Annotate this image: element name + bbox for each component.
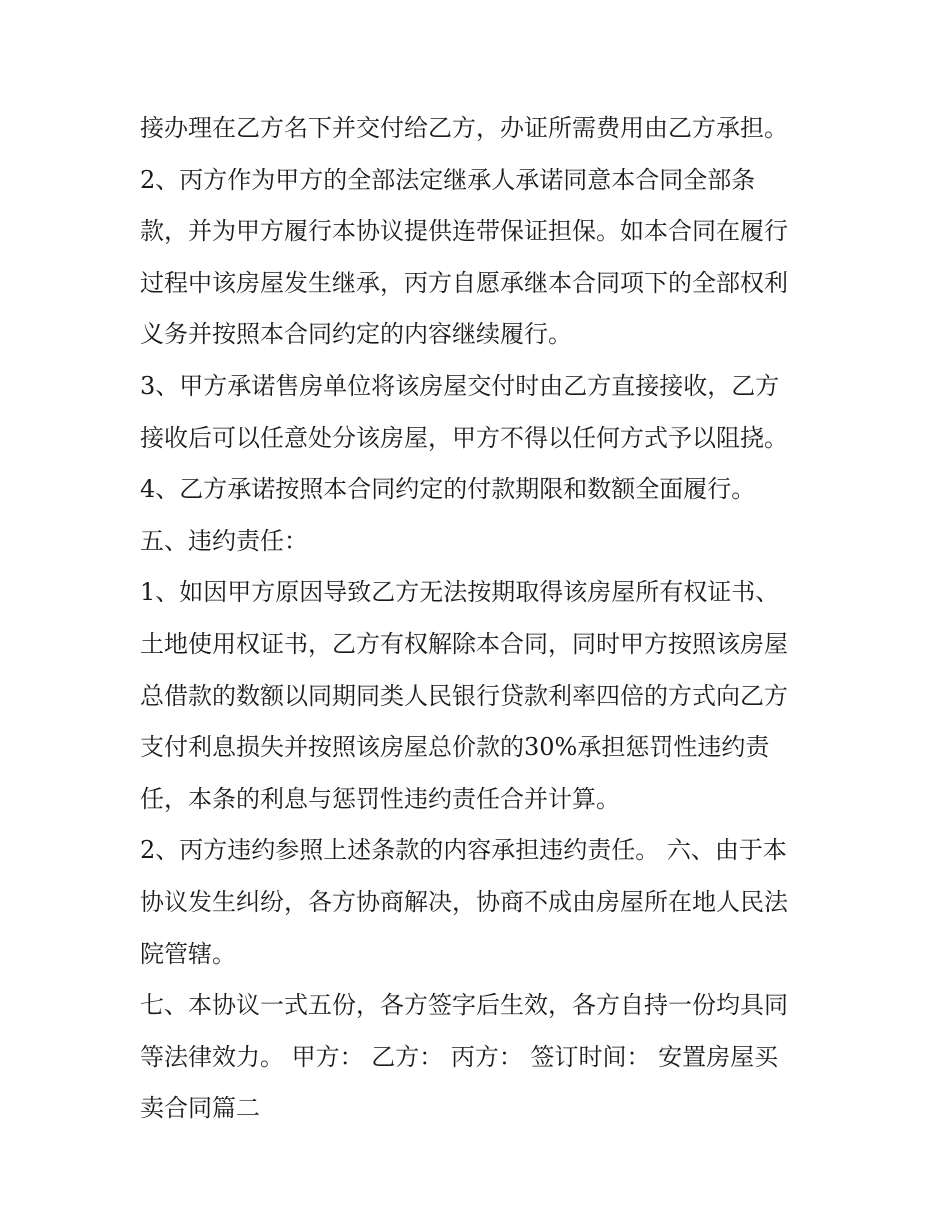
- text-line: 2、丙方违约参照上述条款的内容承担违约责任。 六、由于本: [140, 836, 787, 865]
- text-line: 七、本协议一式五份，各方签字后生效，各方自持一份均具同: [140, 991, 788, 1020]
- text-line: 任，本条的利息与惩罚性违约责任合并计算。: [140, 784, 620, 813]
- text-line: 支付利息损失并按照该房屋总价款的30%承担惩罚性违约责: [140, 733, 770, 762]
- text-line: 1、如因甲方原因导致乙方无法按期取得该房屋所有权证书、: [140, 578, 780, 607]
- text-line: 接办理在乙方名下并交付给乙方，办证所需费用由乙方承担。: [140, 114, 788, 142]
- text-line: 卖合同篇二: [140, 1094, 260, 1123]
- section-heading: 五、违约责任：: [140, 526, 308, 555]
- text-line: 3、甲方承诺售房单位将该房屋交付时由乙方直接接收，乙方: [140, 371, 780, 400]
- text-line: 协议发生纠纷，各方协商解决，协商不成由房屋所在地人民法: [140, 887, 788, 916]
- text-line: 总借款的数额以同期同类人民银行贷款利率四倍的方式向乙方: [140, 681, 788, 710]
- text-line: 土地使用权证书，乙方有权解除本合同，同时甲方按照该房屋: [140, 629, 788, 658]
- text-line: 接收后可以任意处分该房屋，甲方不得以任何方式予以阻挠。: [140, 423, 788, 452]
- text-line: 院管辖。: [140, 939, 236, 968]
- text-line: 义务并按照本合同约定的内容继续履行。: [140, 320, 572, 349]
- text-line: 过程中该房屋发生继承，丙方自愿承继本合同项下的全部权利: [140, 268, 788, 297]
- contract-text: [140, 103, 820, 1135]
- text-line: 2、丙方作为甲方的全部法定继承人承诺同意本合同全部条: [140, 165, 756, 194]
- text-line: 等法律效力。 甲方： 乙方： 丙方： 签订时间： 安置房屋买: [140, 1042, 779, 1071]
- text-line: 款，并为甲方履行本协议提供连带保证担保。如本合同在履行: [140, 217, 788, 246]
- text-line: 4、乙方承诺按照本合同约定的付款期限和数额全面履行。: [140, 475, 756, 504]
